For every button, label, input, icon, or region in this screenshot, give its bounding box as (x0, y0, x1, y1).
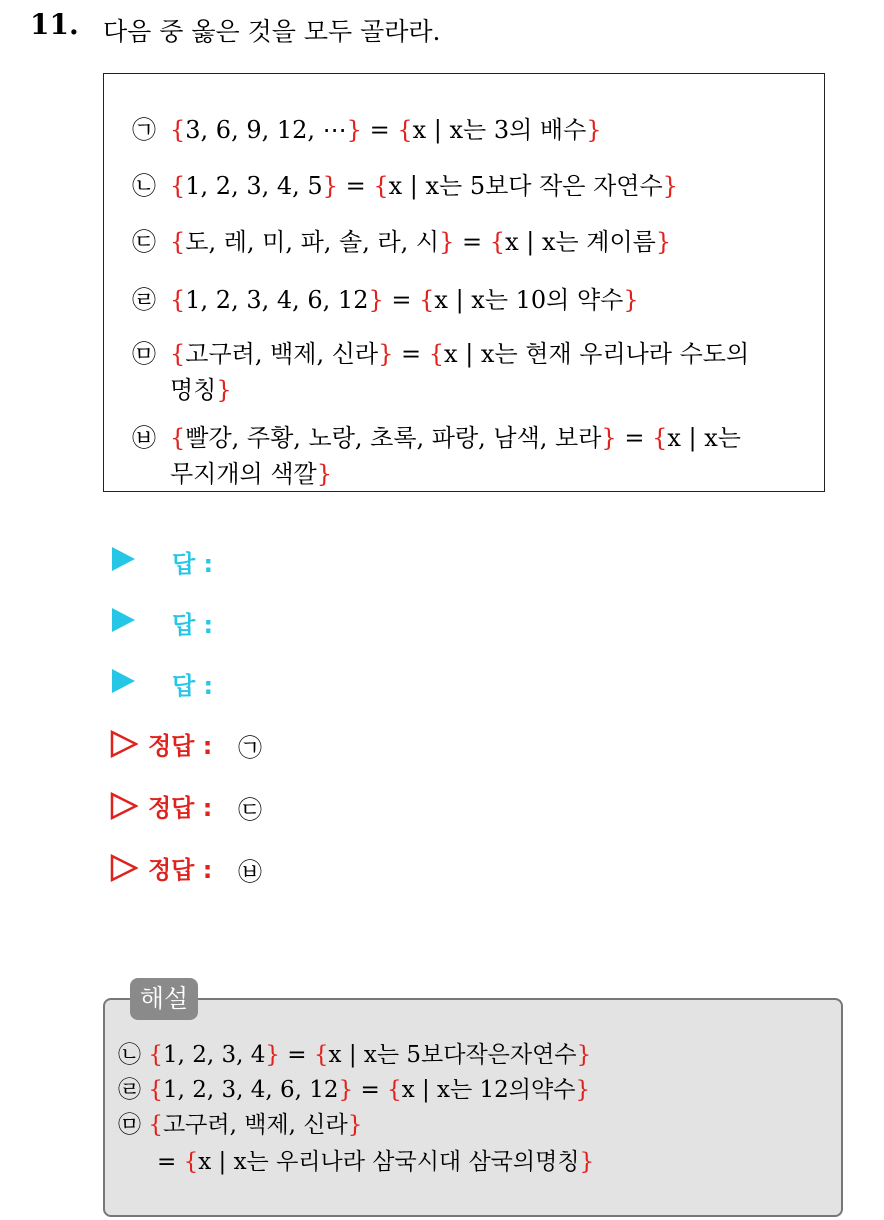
set-builder: x | x는 현재 우리나라 수도의 (444, 340, 750, 368)
correct-label: 정답 : (148, 732, 213, 760)
brace: { (170, 116, 186, 144)
question-prompt: 다음 중 옳은 것을 모두 골라라. (103, 17, 441, 46)
set-builder: x | x는 계이름 (505, 228, 656, 256)
set-builder: x | x는 12의약수 (401, 1077, 576, 1103)
correct-answer: ㉢ (238, 796, 262, 824)
set-elements: 3, 6, 9, 12, ⋯ (185, 116, 347, 144)
set-builder-cont: 무지개의 색깔 (170, 460, 317, 488)
set-elements: 1, 2, 3, 4 (162, 1042, 266, 1068)
choice-mark: ㉣ (132, 286, 156, 314)
brace-equals: } = { (439, 228, 506, 256)
brace: } (662, 172, 678, 200)
choices-box (103, 73, 825, 492)
choice-mark: ㉤ (118, 1112, 141, 1138)
set-elements: 1, 2, 3, 4, 5 (185, 172, 323, 200)
choice-item (132, 112, 602, 148)
set-builder: x | x는 5보다 작은 자연수 (388, 172, 663, 200)
play-arrow-icon (110, 607, 136, 633)
choice-item (132, 336, 749, 408)
question-number: 11. (30, 8, 79, 41)
correct-answer: ㉠ (238, 734, 262, 762)
brace: } (575, 1077, 591, 1103)
set-elements: 도, 레, 미, 파, 솔, 라, 시 (185, 228, 440, 256)
brace: { (148, 1042, 163, 1068)
explanation-tab: 해설 (130, 978, 198, 1020)
answer-label: 답 : (172, 611, 214, 639)
choice-mark: ㉠ (132, 116, 156, 144)
set-builder: x | x는 5보다작은자연수 (328, 1042, 577, 1068)
answer-label: 답 : (172, 550, 214, 578)
brace: { (170, 286, 186, 314)
choice-item (132, 282, 639, 318)
choice-mark: ㉤ (132, 340, 156, 368)
set-elements: 1, 2, 3, 4, 6, 12 (162, 1077, 339, 1103)
explanation-line (118, 1038, 591, 1072)
correct-label: 정답 : (148, 856, 213, 884)
equals-brace: = { (157, 1149, 199, 1175)
brace-equals: } = { (378, 340, 445, 368)
brace: { (170, 340, 186, 368)
choice-continuation (132, 372, 749, 408)
play-arrow-icon (110, 668, 136, 694)
choice-continuation (132, 456, 741, 492)
brace: { (148, 1077, 163, 1103)
set-elements: 고구려, 백제, 신라 (185, 340, 379, 368)
set-builder-cont: 명칭 (170, 376, 217, 404)
set-elements: 빨강, 주황, 노랑, 초록, 파랑, 남색, 보라 (185, 424, 602, 452)
explanation-line (157, 1145, 594, 1179)
brace: } (347, 1112, 363, 1138)
brace: } (579, 1149, 595, 1175)
choice-mark: ㉢ (132, 228, 156, 256)
set-elements: 고구려, 백제, 신라 (162, 1112, 348, 1138)
brace: { (170, 172, 186, 200)
set-builder: x | x는 10의 약수 (434, 286, 624, 314)
outline-arrow-icon (110, 792, 138, 820)
set-elements: 1, 2, 3, 4, 6, 12 (185, 286, 369, 314)
choice-mark: ㉡ (132, 172, 156, 200)
brace: } (655, 228, 672, 256)
play-arrow-icon (110, 546, 136, 572)
brace-equals: } = { (368, 286, 435, 314)
brace-equals: } = { (338, 1077, 402, 1103)
choice-item (132, 224, 671, 260)
choice-item (132, 420, 741, 492)
choice-mark: ㉥ (132, 424, 156, 452)
set-builder: x | x는 3의 배수 (412, 116, 587, 144)
outline-arrow-icon (110, 854, 138, 882)
correct-label: 정답 : (148, 794, 213, 822)
brace: { (148, 1112, 163, 1138)
outline-arrow-icon (110, 730, 138, 758)
choice-item (132, 168, 678, 204)
explanation-line (118, 1073, 590, 1107)
choice-mark: ㉣ (118, 1077, 141, 1103)
brace-equals: } = { (346, 116, 413, 144)
set-builder: x | x는 우리나라 삼국시대 삼국의명칭 (198, 1149, 580, 1175)
set-builder: x | x는 (667, 424, 741, 452)
brace: } (623, 286, 639, 314)
brace: { (170, 228, 186, 256)
brace: } (216, 376, 232, 404)
correct-answer: ㉥ (238, 858, 262, 886)
brace: } (316, 460, 333, 488)
brace-equals: } = { (265, 1042, 329, 1068)
answer-label: 답 : (172, 672, 214, 700)
brace-equals: } = { (601, 424, 668, 452)
brace: } (576, 1042, 592, 1068)
explanation-box (103, 998, 843, 1217)
brace-equals: } = { (322, 172, 389, 200)
choice-mark: ㉡ (118, 1042, 141, 1068)
brace: { (170, 424, 186, 452)
brace: } (586, 116, 602, 144)
explanation-line (118, 1108, 362, 1142)
